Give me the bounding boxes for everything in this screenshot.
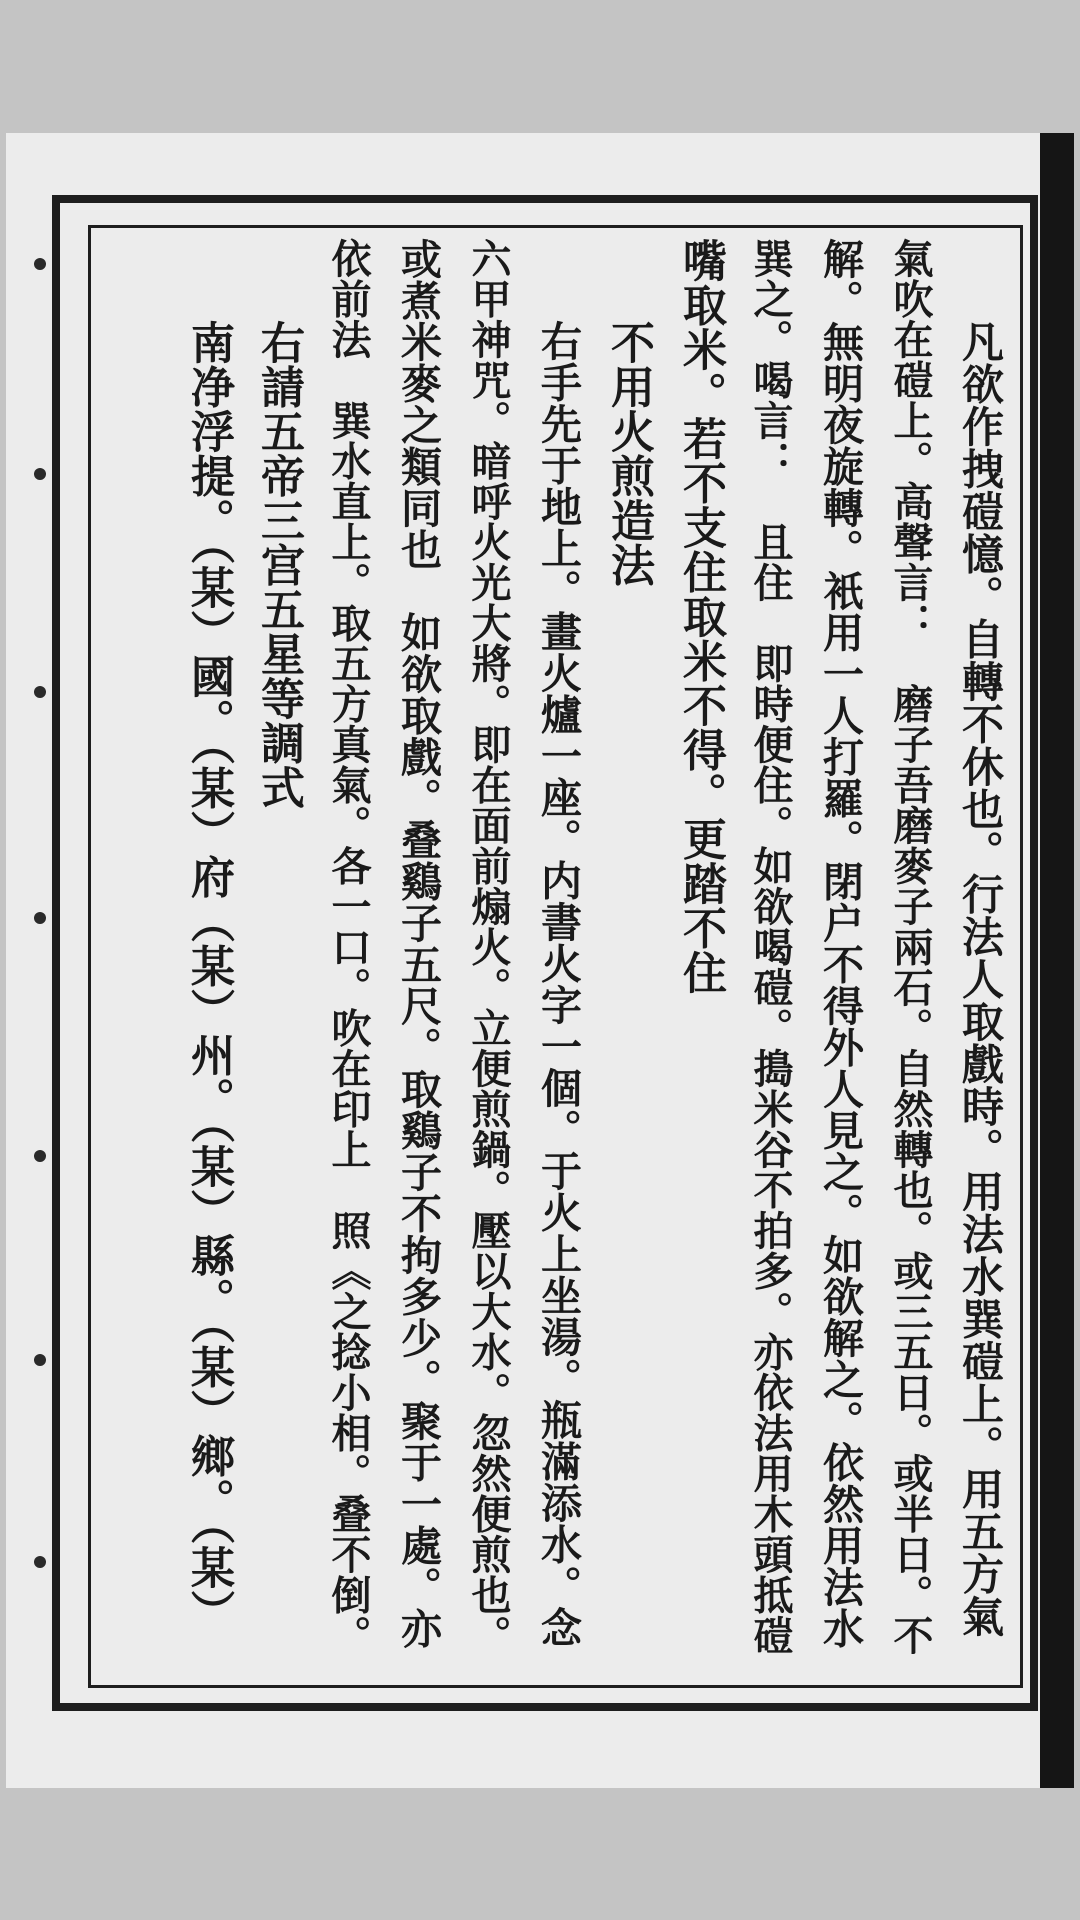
text-column-5: 嘴取米。若不支住取米不得。更踏不住 [675,238,726,995]
binding-hole [34,686,46,698]
text-column-11: 右請五帝三宫五星等調式 [253,320,304,810]
binding-hole [34,468,46,480]
text-column-2: 氣吹在磑上。高聲言： 磨子吾磨麥子兩石。自然轉也。或三五日。或半日。不 [887,238,934,1656]
binding-hole [34,912,46,924]
text-column-1: 凡欲作拽磑憶。自轉不休也。行法人取戲時。用法水巽磑上。用五方氣 [956,320,1005,1638]
text-column-4: 巽之。喝言： 且住 即時便住。如欲喝磑。搗米谷不拍多。亦依法用木頭抵磑 [747,238,794,1656]
text-column-8: 六甲神咒。暗呼火光大將。即在面前煽火。立便煎鍋。壓以大水。忽然便煎也。 [465,238,512,1656]
text-column-7: 右手先于地上。畫火爐一座。内書火字一個。于火上坐湯。瓶滿添水。念 [534,320,582,1648]
section-heading: 不用火煎造法 [603,320,654,587]
binding-hole [34,1150,46,1162]
binding-hole [34,1354,46,1366]
binding-hole [34,1556,46,1568]
text-column-3: 解。無明夜旋轉。衹用一人打羅。閉户不得外人見之。如欲解之。依然用法水 [816,238,864,1649]
text-column-10: 依前法 巽水直上。取五方真氣。各一口。吹在印上 照《之捻小相。叠不倒。 [325,238,372,1656]
text-column-9: 或煮米麥之類同也 如欲取戲。叠鷄子五尺。取鷄子不拘多少。聚于一處。亦 [394,238,442,1649]
text-column-12: 南净浮提。（某）國。（某）府（某）州。（某）縣。（某）鄉。（某） [183,320,234,1634]
binding-hole [34,258,46,270]
page-edge-shadow [1040,133,1074,1788]
